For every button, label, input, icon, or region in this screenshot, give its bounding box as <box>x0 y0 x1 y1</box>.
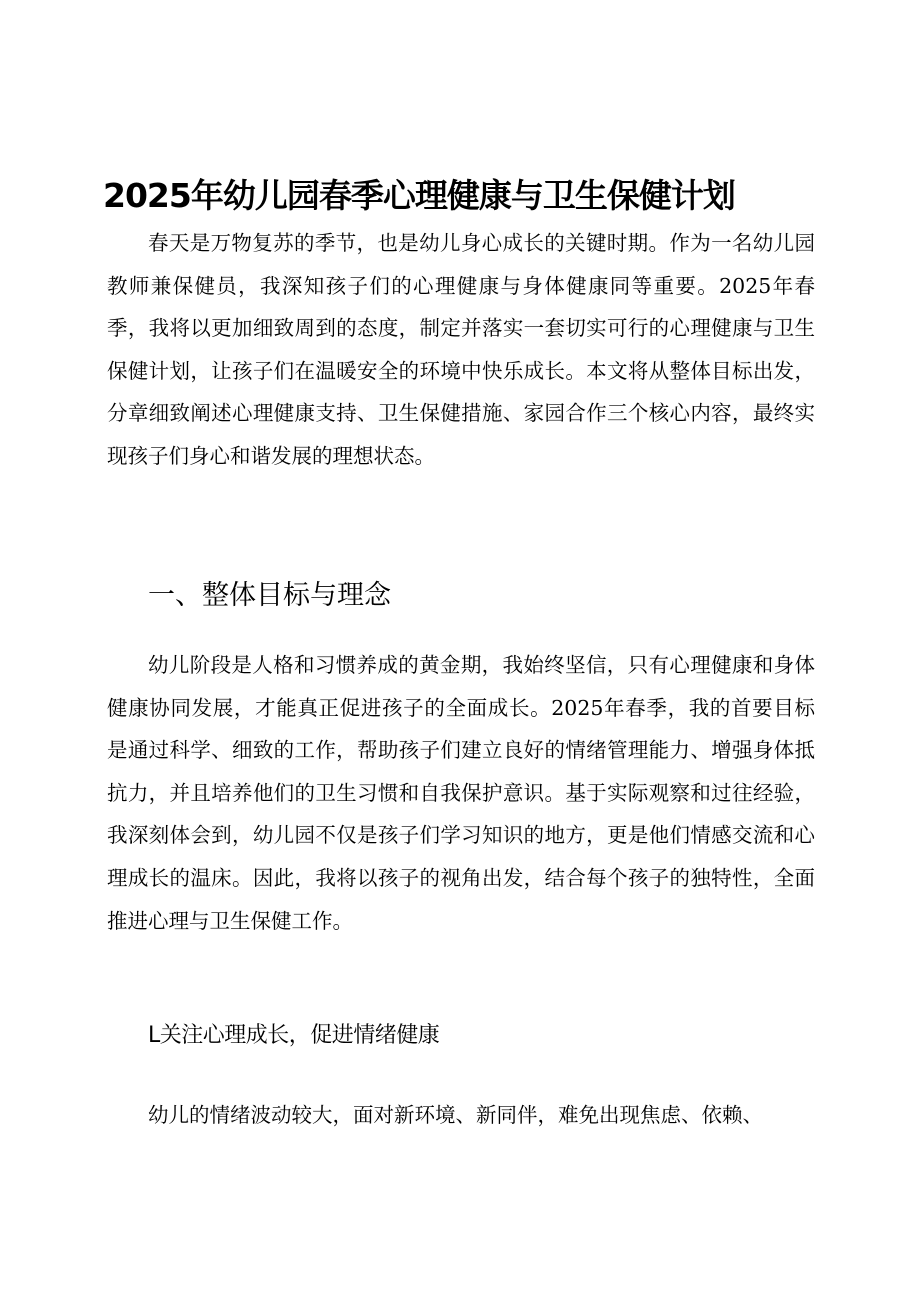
section-paragraph: 幼儿阶段是人格和习惯养成的黄金期，我始终坚信，只有心理健康和身体健康协同发展，才能真正促进孩子的全面成长。2025年春季，我的首要目标是通过科学、细致的工作，帮助孩子们建立良好的情绪管理能力、增强身体抵抗力，并且培养他们的卫生习惯和自我保护意识。基于实际观察和过往经验，我深刻体会到，幼儿园不仅是孩子们学习知识的地方，更是他们情感交流和心理成长的温床。因此，我将以孩子的视角出发，结合每个孩子的独特性，全面推进心理与卫生保健工作。 <box>107 653 815 933</box>
subsection-heading: L关注心理成长，促进情绪健康 <box>148 1023 440 1048</box>
intro-paragraph: 春天是万物复苏的季节，也是幼儿身心成长的关键时期。作为一名幼儿园教师兼保健员，我深知孩子们的心理健康与身体健康同等重要。2025年春季，我将以更加细致周到的态度，制定并落实一套切实可行的心理健康与卫生保健计划，让孩子们在温暖安全的环境中快乐成长。本文将从整体目标出发，分章细致阐述心理健康支持、卫生保健措施、家园合作三个核心内容，最终实现孩子们身心和谐发展的理想状态。 <box>107 231 815 468</box>
section-heading: 一、整体目标与理念 <box>148 580 391 611</box>
subsection-paragraph: 幼儿的情绪波动较大，面对新环境、新同伴，难免出现焦虑、依赖、 <box>148 1103 763 1127</box>
document-title: 2025年幼儿园春季心理健康与卫生保健计划 <box>103 176 735 215</box>
